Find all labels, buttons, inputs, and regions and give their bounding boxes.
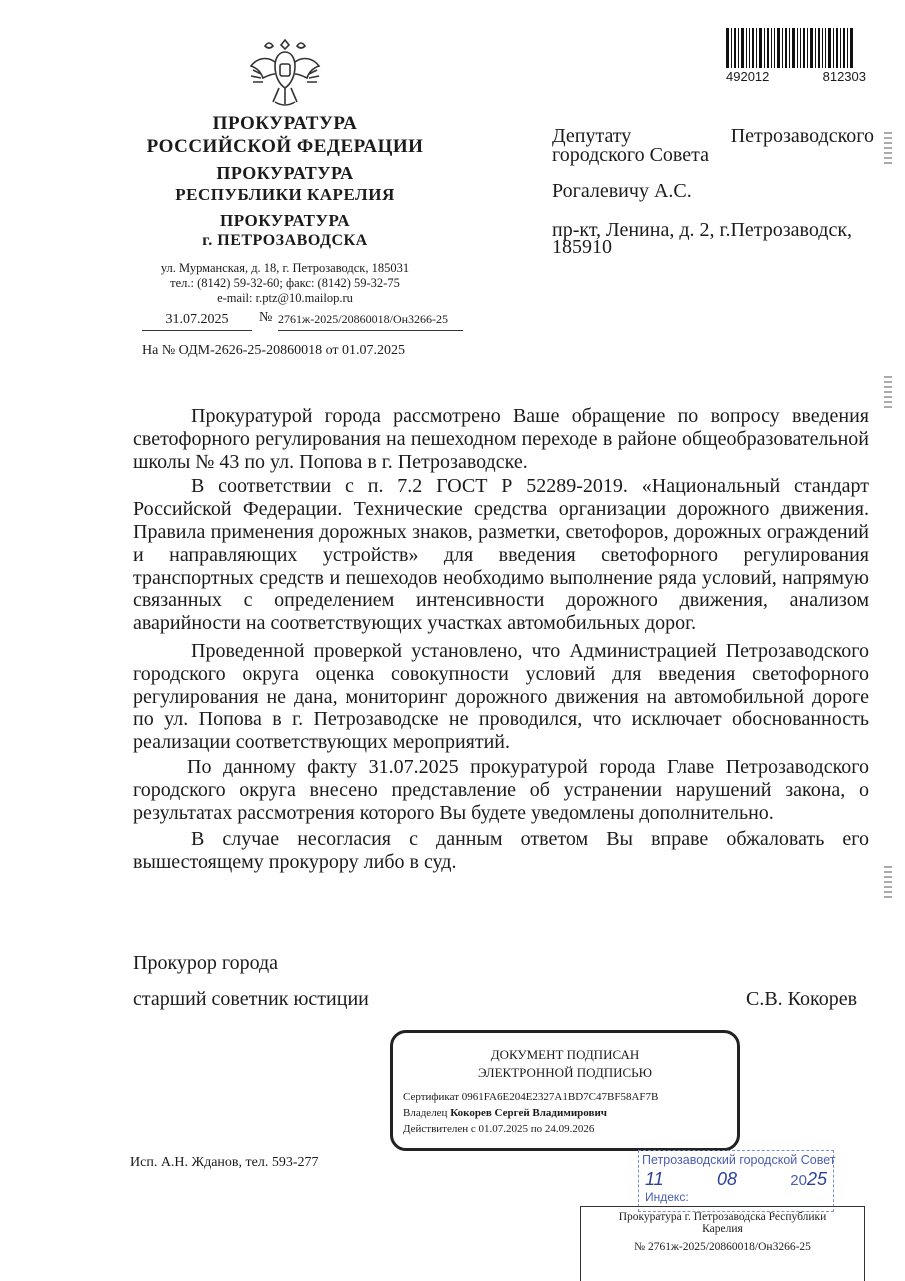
- sender-line5: ПРОКУРАТУРА: [220, 211, 350, 230]
- incoming-line2: Карелия: [702, 1223, 743, 1235]
- esign-title-1: ДОКУМЕНТ ПОДПИСАН: [490, 1047, 640, 1062]
- reg-stamp-index: Индекс:: [645, 1190, 689, 1204]
- esign-valid-to-label: по: [530, 1123, 543, 1135]
- letter-body: [133, 405, 869, 874]
- sender-line3: ПРОКУРАТУРА: [216, 163, 354, 183]
- reg-stamp-month: 08: [716, 1169, 737, 1189]
- esign-owner-label: Владелец: [403, 1107, 448, 1119]
- incoming-registration-box: [580, 1206, 865, 1281]
- signatory-title: Прокурор города: [133, 952, 279, 974]
- body-paragraph-3: Проведенной проверкой установлено, что Администрацией Петрозаводского городского округа оценка совокупности условий для введения светофорного регулирования не дана, мониторинг дорожного движения на автомобильной дороге по ул. Попова в г. Петрозаводске не проводился, что исключает обоснованность реализации соответствующих мероприятий.: [133, 639, 869, 754]
- signatory-rank: старший советник юстиции: [133, 988, 369, 1010]
- sender-line4: РЕСПУБЛИКИ КАРЕЛИЯ: [175, 185, 395, 204]
- reference-number: На № ОДМ-2626-25-20860018 от 01.07.2025: [142, 343, 406, 358]
- esign-valid-to: 24.09.2026: [544, 1123, 595, 1135]
- esign-title-2: ЭЛЕКТРОННОЙ ПОДПИСЬЮ: [478, 1065, 652, 1080]
- scan-mark: [884, 132, 892, 167]
- sender-line6: г. ПЕТРОЗАВОДСКА: [202, 232, 368, 249]
- electronic-signature-stamp: [390, 1030, 740, 1151]
- sender-phone: тел.: (8142) 59-32-60; факс: (8142) 59-32-75: [170, 276, 400, 290]
- recipient-city: Петрозаводского: [730, 125, 874, 147]
- esign-cert-row: [403, 1091, 737, 1103]
- reg-stamp-date: [639, 1169, 833, 1190]
- recipient-name: Рогалевичу А.С.: [552, 180, 692, 202]
- sender-address: ул. Мурманская, д. 18, г. Петрозаводск, 185031: [160, 261, 410, 275]
- body-paragraph-1: Прокуратурой города рассмотрено Ваше обращение по вопросу введения светофорного регулирования на пешеходном переходе в районе общеобразовательной школы № 43 по ул. Попова в г. Петрозаводске.: [133, 405, 869, 473]
- sender-email: e-mail: r.ptz@10.mailop.ru: [217, 291, 353, 305]
- outgoing-number: 2761ж-2025/20860018/Он3266-25: [278, 312, 463, 331]
- body-paragraph-2: В соответствии с п. 7.2 ГОСТ Р 52289-2019. «Национальный стандарт Российской Федерации. Технические средства организации дорожного движения. Правила применения дорожных знаков, разметки, светофоров, дорожных ограждений и направляющих устройств» для введения светофорного регулирования транспортных средств и пешеходов необходимо выполнение ряда условий, напрямую связанных с определением интенсивности дорожного движения, анализом аварийности на соответствующих участках автомобильных дорог.: [133, 475, 869, 635]
- incoming-number: № 2761ж-2025/20860018/Он3266-25: [634, 1241, 811, 1253]
- barcode-right-number: 812303: [822, 69, 866, 84]
- scan-mark: [884, 376, 892, 411]
- coat-of-arms-icon: [245, 32, 325, 112]
- body-paragraph-5: В случае несогласия с данным ответом Вы вправе обжаловать его вышестоящему прокурору либо в суд.: [133, 828, 869, 874]
- outgoing-number-label: №: [259, 310, 273, 325]
- incoming-line1: Прокуратура г. Петрозаводска Республики: [618, 1211, 827, 1223]
- registration-stamp: [638, 1150, 834, 1212]
- barcode-left-number: 492012: [726, 69, 770, 84]
- reg-stamp-org: Петрозаводский городской Совет: [642, 1153, 836, 1167]
- esign-valid-row: [403, 1123, 737, 1135]
- recipient-line1: [552, 126, 874, 146]
- barcode-bars: [726, 28, 866, 68]
- reg-stamp-year-suffix: 25: [806, 1169, 827, 1189]
- recipient-council: городского Совета: [552, 144, 709, 166]
- sender-line1: ПРОКУРАТУРА: [212, 113, 358, 134]
- recipient-title: Депутату: [552, 125, 632, 147]
- outgoing-date: 31.07.2025: [142, 312, 252, 331]
- esign-cert-label: Сертификат: [403, 1091, 459, 1103]
- reg-stamp-year-prefix: 20: [790, 1172, 807, 1189]
- sender-line2: РОССИЙСКОЙ ФЕДЕРАЦИИ: [146, 136, 424, 157]
- barcode: [726, 28, 866, 84]
- recipient-address2: 185910: [552, 236, 612, 258]
- signatory-name: С.В. Кокорев: [746, 988, 858, 1010]
- reg-stamp-day: 11: [645, 1169, 664, 1189]
- recipient-address1: пр-кт, Ленина, д. 2, г.Петрозаводск,: [552, 219, 853, 241]
- body-paragraph-4: По данному факту 31.07.2025 прокуратурой города Главе Петрозаводского городского округа внесено представление об устранении нарушений закона, о результатах рассмотрения которого Вы будете уведомлены дополнительно.: [133, 755, 869, 824]
- esign-owner-row: [403, 1107, 737, 1119]
- esign-owner-value: Кокорев Сергей Владимирович: [450, 1107, 607, 1119]
- executor-line: Исп. А.Н. Жданов, тел. 593-277: [130, 1155, 319, 1170]
- esign-cert-value: 0961FA6E204E2327A1BD7C47BF58AF7B: [461, 1091, 659, 1103]
- scan-mark: [884, 866, 892, 901]
- esign-valid-label: Действителен с: [403, 1123, 476, 1135]
- esign-valid-from: 01.07.2025: [478, 1123, 529, 1135]
